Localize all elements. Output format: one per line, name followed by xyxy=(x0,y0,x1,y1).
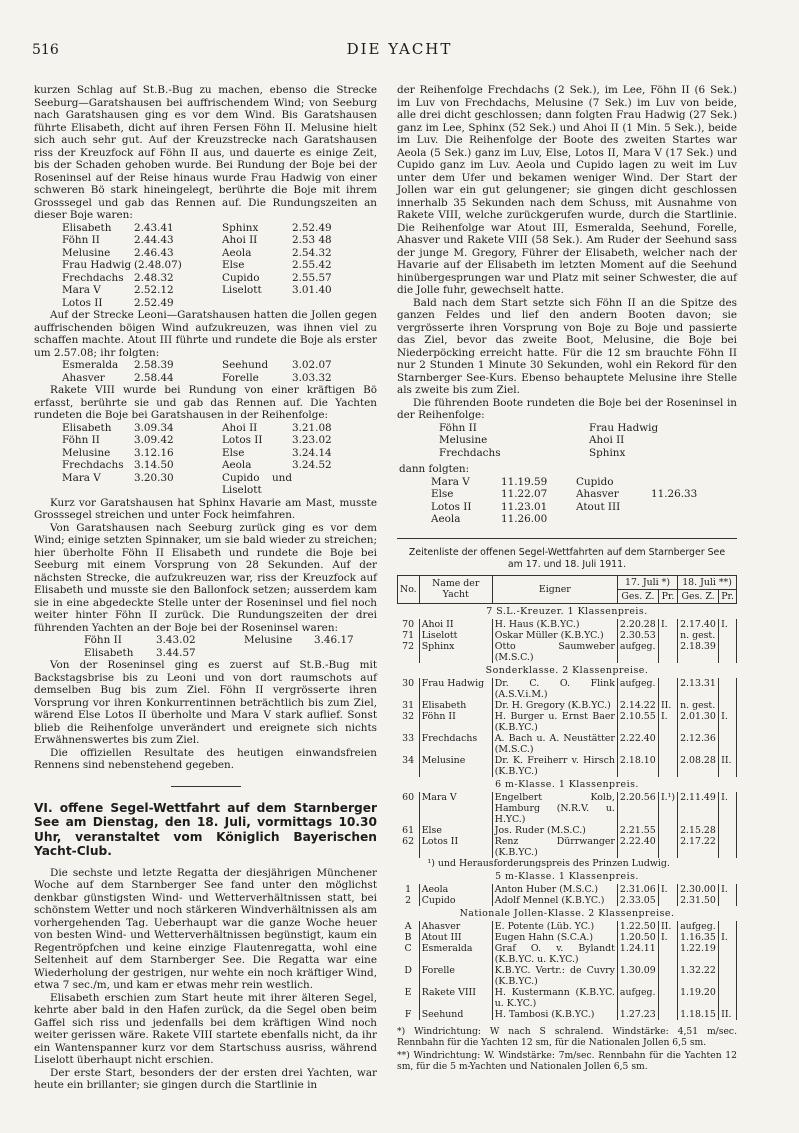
table-cell xyxy=(719,825,737,836)
table-cell: 71 xyxy=(398,630,420,641)
table-cell xyxy=(658,965,677,987)
grid-cell: Atout III xyxy=(576,500,621,513)
grid-cell: 2.54.32 xyxy=(292,246,332,259)
grid-cell: 11.26.00 xyxy=(501,513,548,525)
table-row xyxy=(398,932,737,943)
grid-cell: Ahoi II xyxy=(589,434,625,446)
col-18-juli: 18. Juli **) xyxy=(678,575,737,589)
table-cell xyxy=(658,895,677,906)
table-cell: 2.30.00 xyxy=(678,884,719,895)
table-cell: 1.30.09 xyxy=(617,965,658,987)
table-cell: 2.21.55 xyxy=(617,825,658,836)
grid-cell xyxy=(244,647,314,660)
table-cell: 1.20.50 xyxy=(617,932,658,943)
table-cell xyxy=(719,733,737,755)
paragraph: Die offiziellen Resultate des heutigen einwandsfreien Rennens sind nebenstehend gegeben. xyxy=(34,746,377,771)
table-cell: K.B.YC. Vertr.: de Cuvry (K.B.YC.) xyxy=(492,965,617,987)
paragraph: der Reihenfolge Frechdachs (2 Sek.), im Lee, Föhn II (6 Sek.) im Luv von Frechdachs, Melusine (7 Sek.) im Luv von beide, alle drei dicht geschlossen; dann folgten Frau Hadwig (27 Sek.) ganz im Lee, Sphinx (52 Sek.) und Ahoi II (1 Min. 5 Sek.), beide im Luv. Die Reihenfolge der Boote des zweiten Startes war Aeola (5 Sek.) ganz im Luv, Else, Lotos II, Mara V (17 Sek.) und Cupido ganz im Luv. Aeola und Cupido lagen zu weit im Luv unter dem Ufer und bekamen weniger Wind. Der Start der Jollen war ein gut gelungener; sie gingen dicht geschlossen innerhalb 35 Sekunden nach dem Schuss, mit Ausnahme von Rakete VIII, welche zurückgerufen wurde, durch die Startlinie. Die Reihenfolge war Atout III, Esmeralda, Seehund, Forelle, Ahasver und Rakete VIII (58 Sek.). Am Ruder der Seehund sass der junge M. Gregory, Führer der Elisabeth, welcher nach der Havarie auf der Elisabeth im letzten Moment auf die Seehund hinübergesprungen war und Platz mit seiner Schwester, die auf die Jolle fuhr, gewechselt hatte. xyxy=(397,84,737,296)
grid-cell: Cupido xyxy=(222,271,260,284)
footnote-2: **) Windrichtung: W. Windstärke: 7m/sec. Rennbahn für die Yachten 12 sm, für die 5 m-Yachten und Nationalen Jollen 6,5 sm. xyxy=(397,1049,737,1073)
paragraph: Bald nach dem Start setzte sich Föhn II an die Spitze des ganzen Feldes und lief den andern Booten davon; sie vergrösserte ihren Vorsprung von Boje zu Boje und passierte das Ziel, bevor das zweite Boot, Melusine, die Boje bei Niederpöcking erreicht hatte. Für die 12 sm brauchte Föhn II nur 2 Stunden 1 Minute 30 Sekunden, wohl ein Rekord für den Starnberger See-Kurs. Ebenso behauptete Melusine ihre Stelle als zweite bis zum Ziel. xyxy=(397,296,737,396)
table-row xyxy=(398,700,737,711)
grid-cell: 2.46.43 xyxy=(134,246,174,259)
table-cell: 2.30.53 xyxy=(617,630,658,641)
table-cell: Renz Dürrwanger (K.B.YC.) xyxy=(492,836,617,858)
grid-cell: 3.01.40 xyxy=(292,284,332,296)
table-cell: Cupido xyxy=(419,895,492,906)
right-column xyxy=(397,84,737,1072)
table-cell: Dr. C. O. Flink (A.S.V.i.M.) xyxy=(492,678,617,700)
table-cell: B xyxy=(398,932,420,943)
table-row xyxy=(398,641,737,663)
grid-cell xyxy=(651,476,721,489)
table-cell xyxy=(658,755,677,777)
table-cell: 2.14.22 xyxy=(617,700,658,711)
class-title: Sonderklasse. 2 Klassenpreise. xyxy=(485,664,649,676)
grid-cell: Frau Hadwig xyxy=(589,421,659,434)
grid-cell: 2.52.12 xyxy=(134,284,174,296)
grid-cell: 11.26.33 xyxy=(651,488,698,500)
table-cell: 61 xyxy=(398,825,420,836)
grid-cell: Aeola xyxy=(431,513,461,525)
col-17-juli: 17. Juli *) xyxy=(617,575,677,589)
table-cell: Jos. Ruder (M.S.C.) xyxy=(492,825,617,836)
caption-line: Zeitenliste der offenen Segel-Wettfahrten auf dem Starnberger See xyxy=(408,546,726,558)
caption-line: am 17. und 18. Juli 1911. xyxy=(507,558,627,570)
table-cell: aufgeg. xyxy=(617,641,658,663)
running-head: DIE YACHT xyxy=(346,40,453,58)
times-table-3 xyxy=(62,422,377,497)
table-row xyxy=(398,943,737,965)
grid-cell: Elisabeth xyxy=(62,221,112,234)
paragraph: Elisabeth erschien zum Start heute mit ihrer älteren Segel, kehrte aber bald in den Hafen zurück, da die Segel oben beim Gaffel sich riss und jedenfalls bei dem kräftigen Wind noch weiter gerissen wäre. Rakete VIII startete ebenfalls nicht, da ihr ein Wantenspanner kurz vor dem Startschuss ausriss, während Liselott überhaupt nicht erschien. xyxy=(34,991,377,1066)
grid-cell: Frechdachs xyxy=(439,446,501,459)
grid-cell: Lotos II xyxy=(62,296,103,309)
grid-cell: Föhn II xyxy=(62,434,100,446)
grid-cell: Ahoi II xyxy=(222,421,258,434)
table-cell xyxy=(658,641,677,663)
table-cell: 72 xyxy=(398,641,420,663)
grid-cell: 11.22.07 xyxy=(501,488,548,500)
table-cell xyxy=(719,630,737,641)
table-cell: Melusine xyxy=(419,755,492,777)
grid-cell: Cupido xyxy=(576,475,614,488)
table-cell: Frau Hadwig xyxy=(419,678,492,700)
table-cell: Ahoi II xyxy=(419,619,492,630)
class-title: 5 m-Klasse. 1 Klassenpreis. xyxy=(495,870,639,882)
paragraph: Rakete VIII wurde bei Rundung von einer kräftigen Bö erfasst, berührte sie und gab das Rennen auf. Die Yachten rundeten die Boje bei Garatshausen in der Reihenfolge: xyxy=(34,384,377,421)
grid-cell: 3.24.52 xyxy=(292,459,332,471)
paragraph: kurzen Schlag auf St.B.-Bug zu machen, ebenso die Strecke Seeburg—Garatshausen bei auffrischendem Wind; von Seeburg nach Garatshausen ging es vor dem Wind. Bis Garatshausen führte Elisabeth, dicht auf ihren Fersen Föhn II. Melusine hielt sich auch sehr gut. Auf der Kreuzstrecke nach Garatshausen riss der Kreuzfock auf Föhn II aus, und dauerte es einige Zeit, bis der Schaden gehoben wurde. Bei Rundung der Boje bei der Roseninsel auf der Reise hinaus wurde Frau Hadwig von einer schweren Bö stark hineingelegt, berührte die Boje mit ihrem Grosssegel und gab das Rennen auf. Die Rundungszeiten an dieser Boje waren: xyxy=(34,84,377,221)
table-cell: n. gest. xyxy=(678,700,719,711)
left-column xyxy=(34,84,377,1092)
table-cell: Dr. H. Gregory (K.B.YC.) xyxy=(492,700,617,711)
table-cell: Atout III xyxy=(419,932,492,943)
table-cell: 2 xyxy=(398,895,420,906)
divider xyxy=(171,786,241,787)
table-cell: Else xyxy=(419,825,492,836)
grid-cell: Liselott xyxy=(222,284,262,296)
grid-cell: 3.09.34 xyxy=(134,421,174,434)
times-table-1 xyxy=(62,222,377,310)
table-cell: 2.22.40 xyxy=(617,836,658,858)
table-cell: 2.17.40 xyxy=(678,619,719,630)
table-cell: E xyxy=(398,987,420,1009)
table-cell: 2.31.50 xyxy=(678,895,719,906)
times-table-right xyxy=(431,476,737,526)
col-gesz: Ges. Z. xyxy=(617,589,658,603)
grid-cell: 3.14.50 xyxy=(134,459,174,471)
table-cell: Forelle xyxy=(419,965,492,987)
grid-cell: 2.44.43 xyxy=(134,234,174,246)
grid-cell: 3.46.17 xyxy=(314,634,354,646)
grid-cell: Frau Hadwig xyxy=(62,259,132,271)
grid-cell: 2.58.44 xyxy=(134,371,174,384)
grid-cell: 3.03.32 xyxy=(292,371,332,384)
table-cell: I. xyxy=(658,884,677,895)
table-cell: Seehund xyxy=(419,1009,492,1020)
table-row xyxy=(398,678,737,700)
table-cell xyxy=(658,943,677,965)
grid-cell: Melusine xyxy=(62,446,111,459)
table-cell: Dr. K. Freiherr v. Hirsch (K.B.YC.) xyxy=(492,755,617,777)
table-cell xyxy=(658,678,677,700)
table-cell: 1.22.19 xyxy=(678,943,719,965)
table-cell: 1.24.11 xyxy=(617,943,658,965)
table-cell: H. Haus (K.B.YC.) xyxy=(492,619,617,630)
table-cell xyxy=(658,630,677,641)
grid-cell: 2.52.49 xyxy=(134,296,174,309)
table-cell: 2.31.06 xyxy=(617,884,658,895)
table-cell: Oskar Müller (K.B.YC.) xyxy=(492,630,617,641)
class-note: ¹) und Herausforderungspreis des Prinzen Ludwig. xyxy=(427,857,670,869)
grid-cell: 3.12.16 xyxy=(134,446,174,459)
table-row xyxy=(398,884,737,895)
grid-cell: Else xyxy=(431,488,454,500)
table-cell: I. xyxy=(719,792,737,825)
col-pr: Pr. xyxy=(658,589,677,603)
table-cell xyxy=(658,733,677,755)
table-cell: aufgeg. xyxy=(617,987,658,1009)
table-cell: 2.20.28 xyxy=(617,619,658,630)
table-cell: Rakete VIII xyxy=(419,987,492,1009)
table-cell: Aeola xyxy=(419,884,492,895)
grid-cell: 3.20.30 xyxy=(134,471,174,484)
table-cell: 33 xyxy=(398,733,420,755)
class-header-row xyxy=(398,777,737,792)
table-cell: 1.18.15 xyxy=(678,1009,719,1020)
table-row xyxy=(398,987,737,1009)
table-cell: A. Bach u. A. Neustätter (M.S.C.) xyxy=(492,733,617,755)
grid-cell: Ahasver xyxy=(576,488,619,500)
grid-cell: 11.19.59 xyxy=(501,475,548,488)
class-title: Nationale Jollen-Klasse. 2 Klassenpreise. xyxy=(459,907,675,919)
table-cell: 2.11.49 xyxy=(678,792,719,825)
grid-cell: Melusine xyxy=(62,246,111,259)
table-cell: 2.17.22 xyxy=(678,836,719,858)
table-cell xyxy=(658,1009,677,1020)
class-header-row xyxy=(398,663,737,678)
table-cell: n. gest. xyxy=(678,630,719,641)
grid-cell: Lotos II xyxy=(222,434,263,446)
table-cell: II. xyxy=(658,921,677,932)
table-cell xyxy=(719,678,737,700)
table-cell: E. Potente (Lüb. YC.) xyxy=(492,921,617,932)
grid-cell: Mara V xyxy=(62,284,101,296)
grid-cell: Melusine xyxy=(439,434,488,446)
table-row xyxy=(398,921,737,932)
grid-cell: Sphinx xyxy=(589,446,626,459)
grid-cell: 2.52.49 xyxy=(292,221,332,234)
table-row xyxy=(398,619,737,630)
table-cell: I. xyxy=(719,884,737,895)
table-cell: 34 xyxy=(398,755,420,777)
grid-cell: 3.09.42 xyxy=(134,434,174,446)
table-cell: 62 xyxy=(398,836,420,858)
table-cell: 2.20.56 xyxy=(617,792,658,825)
table-cell: aufgeg. xyxy=(617,678,658,700)
table-cell: 2.08.28 xyxy=(678,755,719,777)
table-cell: aufgeg. xyxy=(678,921,719,932)
times-table-2 xyxy=(62,359,377,384)
table-cell: Lotos II xyxy=(419,836,492,858)
grid-cell: 3.24.14 xyxy=(292,446,332,459)
grid-cell: 11.23.01 xyxy=(501,500,548,513)
table-cell: I. xyxy=(658,711,677,733)
table-cell xyxy=(719,700,737,711)
table-row xyxy=(398,733,737,755)
table-cell: I. xyxy=(719,932,737,943)
table-cell: H. Kustermann (K.B.YC. u. K.YC.) xyxy=(492,987,617,1009)
table-cell: 2.33.05 xyxy=(617,895,658,906)
section-heading: VI. offene Segel-Wettfahrt auf dem Starnberger See am Dienstag, den 18. Juli, vormittags 10.30 Uhr, veranstaltet vom Königlich Bayerischen Yacht-Club. xyxy=(34,800,377,858)
table-cell: I. xyxy=(658,932,677,943)
table-cell: Anton Huber (M.S.C.) xyxy=(492,884,617,895)
table-cell xyxy=(719,921,737,932)
class-title: 6 m-Klasse. 1 Klassenpreis. xyxy=(495,778,639,790)
grid-cell xyxy=(292,472,382,497)
paragraph: Von der Roseninsel ging es zuerst auf St.B.-Bug mit Backstagsbrise bis zu Leoni und von dort raumschots auf demselben Bug bis zum Ziel. Föhn II vergrösserte ihren Vorsprung vor ihren Konkurrentinnen beträchtlich bis zum Ziel, wärend Else Lotos II überholte und Mara V stark auflief. Sonst blieb die Reihenfolge unverändert und ereignete sich nichts Erwähnenswertes bis zum Ziel. xyxy=(34,659,377,746)
grid-cell: Aeola xyxy=(222,459,252,471)
table-row xyxy=(398,755,737,777)
table-cell xyxy=(719,965,737,987)
class-header-row xyxy=(398,906,737,921)
table-row xyxy=(398,836,737,858)
table-cell xyxy=(658,836,677,858)
grid-cell: Mara V xyxy=(62,471,101,484)
table-cell: H. Burger u. Ernst Baer (K.B.YC.) xyxy=(492,711,617,733)
table-cell xyxy=(719,987,737,1009)
grid-cell: 2.43.41 xyxy=(134,221,174,234)
results-body xyxy=(398,603,737,1020)
table-cell xyxy=(719,836,737,858)
paragraph: Die sechste und letzte Regatta der diesjährigen Münchener Woche auf dem Starnberger See fand unter den möglichst denkbar günstigsten Wind- und Wetterverhältnissen statt, bei schönstem Wetter und noch stärkeren Windverhältnissen als am vorhergehenden Tag. Ueberhaupt war die ganze Woche heuer von besten Wind- und Wetterverhältnissen begünstigt, kaum ein Regentröpfchen und keine einzige Flautenregatta, wohl eine Seltenheit auf dem Starnberger See. Die Regatta war eine Wiederholung der gestrigen, nur wehte ein noch kräftiger Wind, etwa 7 sec./m, und kam er etwas mehr rein westlich. xyxy=(34,866,377,991)
table-cell: Engelbert Kolb, Hamburg (N.R.V. u. H.YC.) xyxy=(492,792,617,825)
table-row xyxy=(398,825,737,836)
grid-cell: Ahasver xyxy=(62,371,105,384)
table-cell xyxy=(658,987,677,1009)
table-cell xyxy=(719,943,737,965)
table-cell: 60 xyxy=(398,792,420,825)
grid-cell xyxy=(292,297,382,310)
table-cell: 1.16.35 xyxy=(678,932,719,943)
times-table-4 xyxy=(84,634,377,659)
table-row xyxy=(398,895,737,906)
divider xyxy=(397,538,737,539)
grid-cell: Cupido und Liselott xyxy=(222,471,292,496)
grid-cell: Föhn II xyxy=(84,634,122,646)
table-cell: D xyxy=(398,965,420,987)
rounding-order xyxy=(439,422,737,460)
col-owner: Eigner xyxy=(492,575,617,603)
grid-cell xyxy=(651,513,721,526)
table-cell: H. Tambosi (K.B.YC.) xyxy=(492,1009,617,1020)
table-cell: 2.22.40 xyxy=(617,733,658,755)
table-cell: 2.12.36 xyxy=(678,733,719,755)
grid-cell xyxy=(222,297,292,310)
table-cell: Mara V xyxy=(419,792,492,825)
table-cell: A xyxy=(398,921,420,932)
table-cell: I. xyxy=(719,619,737,630)
grid-cell xyxy=(651,501,721,514)
table-cell xyxy=(719,641,737,663)
results-table xyxy=(397,575,737,1020)
grid-cell: 3.43.02 xyxy=(156,634,196,646)
table-cell: 2.13.31 xyxy=(678,678,719,700)
grid-cell: Aeola xyxy=(222,246,252,259)
class-note-row xyxy=(398,858,737,869)
table-cell: 2.01.30 xyxy=(678,711,719,733)
table-cell: Elisabeth xyxy=(419,700,492,711)
grid-cell: Lotos II xyxy=(431,500,472,513)
table-cell: Ahasver xyxy=(419,921,492,932)
table-cell: 1.32.22 xyxy=(678,965,719,987)
table-cell: Graf O. v. Bylandt (K.B.YC. u. K.YC.) xyxy=(492,943,617,965)
table-cell: Liselott xyxy=(419,630,492,641)
grid-cell: Ahoi II xyxy=(222,234,258,246)
grid-cell: Föhn II xyxy=(62,234,100,246)
table-cell: I. xyxy=(719,711,737,733)
grid-cell: Esmeralda xyxy=(62,359,119,371)
table-cell: Sphinx xyxy=(419,641,492,663)
table-cell: Föhn II xyxy=(419,711,492,733)
col-no: No. xyxy=(398,575,420,603)
paragraph: Der erste Start, besonders der der ersten drei Yachten, war heute ein brillanter; sie gingen durch die Startlinie in xyxy=(34,1066,377,1091)
col-name: Name der Yacht xyxy=(419,575,492,603)
table-cell: Otto Saumweber (M.S.C.) xyxy=(492,641,617,663)
table-cell: II. xyxy=(719,755,737,777)
grid-cell: Mara V xyxy=(431,475,470,488)
grid-cell: 3.02.07 xyxy=(292,359,332,371)
grid-cell: 2.58.39 xyxy=(134,359,174,371)
table-caption xyxy=(397,547,737,571)
table-row xyxy=(398,711,737,733)
grid-cell xyxy=(314,647,404,660)
dann-folgten: dann folgten: xyxy=(399,463,470,475)
table-cell: 1.19.20 xyxy=(678,987,719,1009)
class-header-row xyxy=(398,603,737,619)
grid-cell: Föhn II xyxy=(439,421,477,434)
table-cell: Adolf Mennel (K.B.YC.) xyxy=(492,895,617,906)
grid-cell: Sphinx xyxy=(222,221,259,234)
grid-cell: Else xyxy=(222,446,245,459)
grid-cell: Frechdachs xyxy=(62,459,124,471)
table-row xyxy=(398,792,737,825)
col-gesz: Ges. Z. xyxy=(678,589,719,603)
grid-cell: Else xyxy=(222,259,245,271)
grid-cell: Elisabeth xyxy=(62,421,112,434)
table-row xyxy=(398,630,737,641)
grid-cell xyxy=(576,513,651,526)
table-cell: I. xyxy=(658,619,677,630)
table-cell: Esmeralda xyxy=(419,943,492,965)
grid-cell: Forelle xyxy=(222,371,259,384)
class-header-row xyxy=(398,869,737,884)
grid-cell: 2.55.57 xyxy=(292,271,332,284)
paragraph: Die führenden Boote rundeten die Boje bei der Roseninsel in der Reihenfolge: xyxy=(397,396,737,421)
table-cell: Eugen Hahn (S.C.A.) xyxy=(492,932,617,943)
grid-cell: 2.53 48 xyxy=(292,234,332,246)
table-cell: 30 xyxy=(398,678,420,700)
grid-cell: 3.44.57 xyxy=(156,646,196,659)
table-cell: II. xyxy=(719,1009,737,1020)
table-cell xyxy=(719,895,737,906)
grid-cell: (2.48.07) xyxy=(134,259,182,271)
grid-cell: Frechdachs xyxy=(62,271,124,284)
table-cell: 31 xyxy=(398,700,420,711)
table-cell: 1 xyxy=(398,884,420,895)
table-row xyxy=(398,1009,737,1020)
page-number: 516 xyxy=(32,42,59,58)
table-cell: 32 xyxy=(398,711,420,733)
table-cell: 1.22.50 xyxy=(617,921,658,932)
table-cell: I.¹) xyxy=(658,792,677,825)
table-cell: 2.10.55 xyxy=(617,711,658,733)
grid-cell: 2.55.42 xyxy=(292,259,332,271)
footnote-1: *) Windrichtung: W nach S schralend. Windstärke: 4,51 m/sec. Rennbahn für die Yachten 12 sm, für die Nationalen Jollen 6,5 sm. xyxy=(397,1025,737,1048)
grid-cell: Elisabeth xyxy=(84,646,134,659)
grid-cell: 2.48.32 xyxy=(134,271,174,284)
table-cell: 2.15.28 xyxy=(678,825,719,836)
paragraph: Kurz vor Garatshausen hat Sphinx Havarie am Mast, musste Grosssegel streichen und unter Fock heimfahren. xyxy=(34,496,377,521)
table-cell xyxy=(658,825,677,836)
grid-cell: Melusine xyxy=(244,634,293,646)
table-row xyxy=(398,965,737,987)
table-cell: II. xyxy=(658,700,677,711)
table-cell: 1.27.23 xyxy=(617,1009,658,1020)
paragraph: Von Garatshausen nach Seeburg zurück ging es vor dem Wind; einige setzten Spinnaker, um sie bald wieder zu streichen; hier überholte Föhn II Elisabeth und rundete die Boje bei Seeburg mit einem Vorsprung von 28 Sekunden. Auf der nächsten Strecke, die aufzukreuzen war, riss der Kreuzfock auf Elisabeth und musste sie den Ballonfock setzen; ausserdem kam sie in eine abgedeckte Stelle unter der Roseninsel und fiel noch weiter hinter Föhn II zurück. Die Rundungszeiten der drei führenden Yachten an der Boje bei der Roseninsel waren: xyxy=(34,521,377,634)
grid-cell: 3.21.08 xyxy=(292,421,332,434)
table-cell: C xyxy=(398,943,420,965)
grid-cell: 3.23.02 xyxy=(292,434,332,446)
table-cell: 2.18.10 xyxy=(617,755,658,777)
paragraph: Auf der Strecke Leoni—Garatshausen hatten die Jollen gegen auffrischenden böigen Wind aufzukreuzen, was ihnen viel zu schaffen machte. Atout III führte und rundete die Boje als erster um 2.57.08; ihr folgten: xyxy=(34,309,377,359)
table-cell: Frechdachs xyxy=(419,733,492,755)
table-cell: 70 xyxy=(398,619,420,630)
table-cell: F xyxy=(398,1009,420,1020)
grid-cell: Seehund xyxy=(222,359,269,371)
class-title: 7 S.L.-Kreuzer. 1 Klassenpreis. xyxy=(486,605,648,617)
table-cell: 2.18.39 xyxy=(678,641,719,663)
col-pr: Pr. xyxy=(719,589,737,603)
